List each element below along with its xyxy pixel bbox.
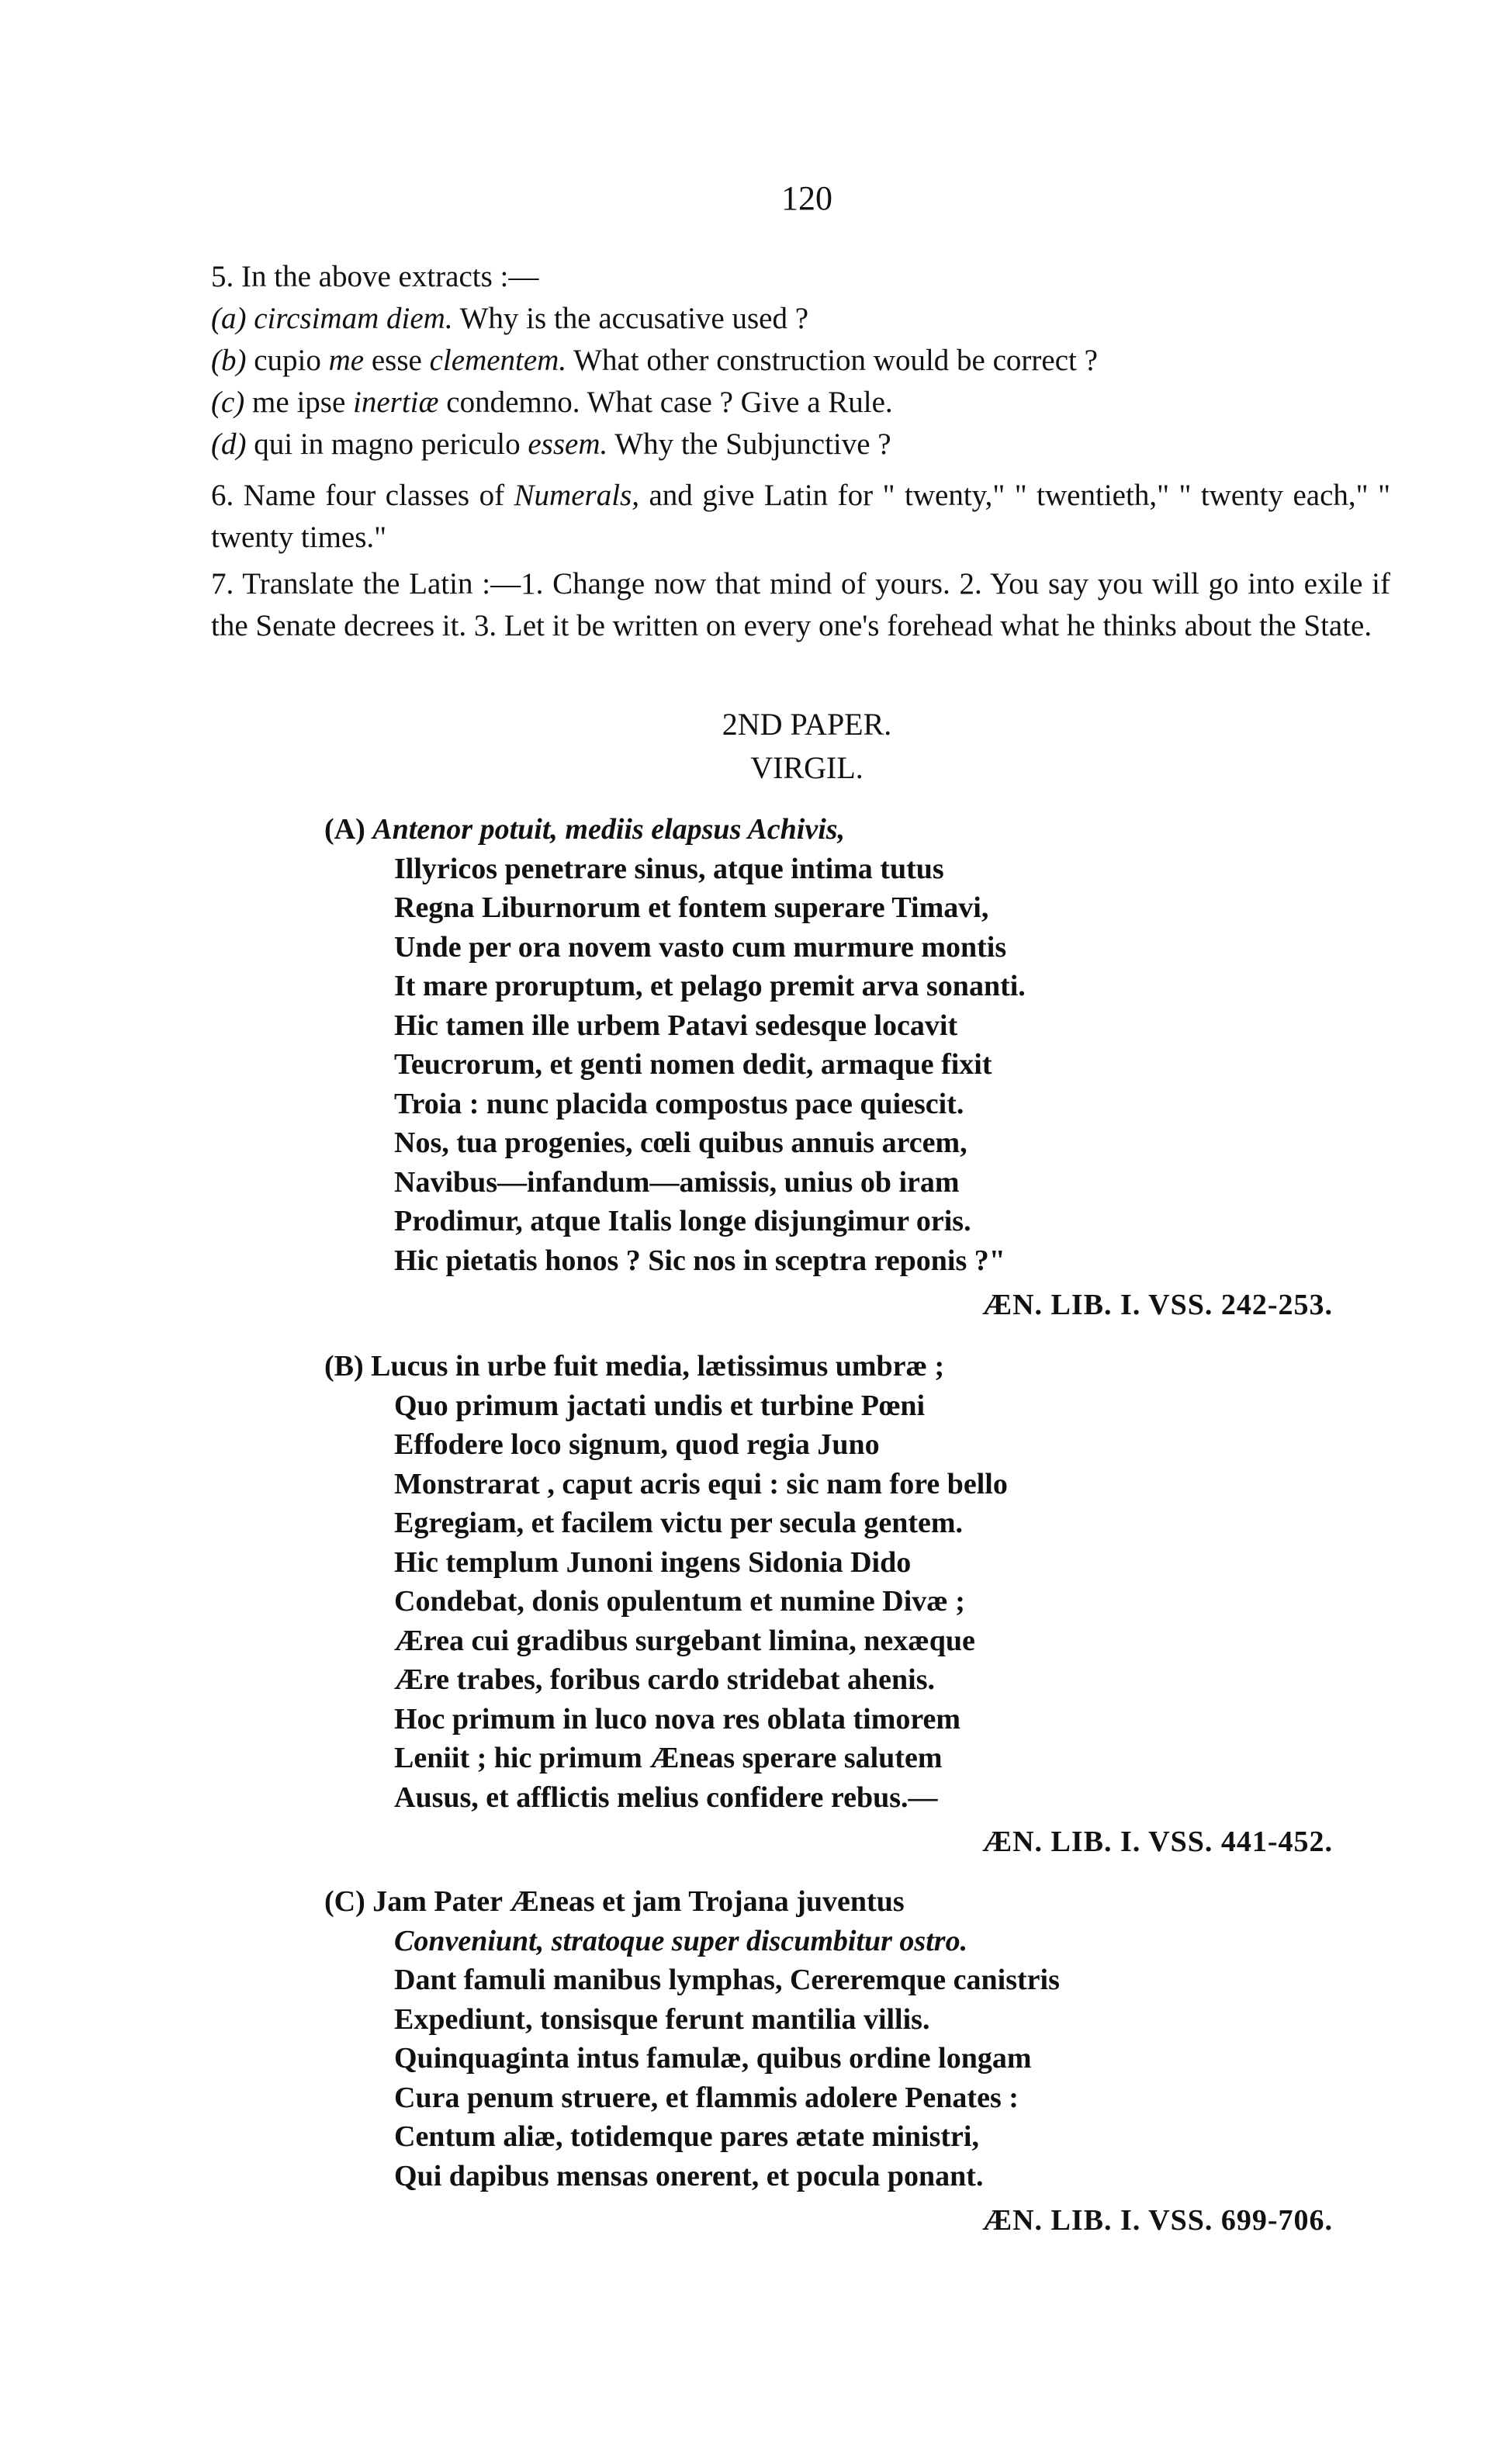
verse-line: Hic templum Junoni ingens Sidonia Dido xyxy=(394,1545,912,1579)
verse-line: Expediunt, tonsisque ferunt mantilia villis. xyxy=(394,2002,930,2036)
verse-line: Illyricos penetrare sinus, atque intima tutus xyxy=(394,852,944,885)
verse-line: Teucrorum, et genti nomen dedit, armaque fixit xyxy=(394,1048,992,1081)
verse-line: Unde per ora novem vasto cum murmure montis xyxy=(394,930,1007,964)
q5d-latin: essem. xyxy=(528,427,608,461)
passage-a-label: (A) xyxy=(324,813,365,846)
q5c-latin: inertiæ xyxy=(353,386,439,419)
question-5b xyxy=(211,340,1390,382)
q5c-text: condemno. What case ? Give a Rule. xyxy=(438,386,893,419)
q5b-mid: esse xyxy=(364,344,430,377)
verse-line: Ære trabes, foribus cardo stridebat ahenis. xyxy=(394,1663,935,1696)
passage-b xyxy=(324,1347,1372,1817)
q5b-pre: cupio xyxy=(246,344,329,377)
passage-c xyxy=(324,1882,1372,2196)
page-number: 120 xyxy=(781,179,832,217)
verse-line: Centum aliæ, totidemque pares ætate ministri, xyxy=(394,2120,979,2153)
author-heading: VIRGIL. xyxy=(750,750,864,785)
verse-line: Navibus—infandum—amissis, unius ob iram xyxy=(394,1165,960,1199)
question-5c xyxy=(211,382,1390,424)
verse-line: Prodimur, atque Italis longe disjungimur oris. xyxy=(394,1205,971,1237)
q5a-latin: circsimam diem. xyxy=(254,302,453,335)
question-7 xyxy=(211,563,1390,647)
passage-a-citation: ÆN. LIB. I. VSS. 242-253. xyxy=(982,1289,1333,1321)
passage-b-first-text: Lucus in urbe fuit media, lætissimus umbræ ; xyxy=(371,1350,945,1383)
q5d-label: (d) xyxy=(211,427,247,461)
verse-line: Nos, tua progenies, cœli quibus annuis arcem, xyxy=(394,1126,967,1159)
verse-line: Hic tamen ille urbem Patavi sedesque locavit xyxy=(394,1009,958,1042)
passage-b-citation: ÆN. LIB. I. VSS. 441-452. xyxy=(982,1826,1333,1858)
verse-line: Hic pietatis honos ? Sic nos in sceptra reponis ?" xyxy=(394,1244,1005,1277)
verse-line: Ausus, et afflictis melius confidere rebus.— xyxy=(394,1781,938,1814)
q5b-label: (b) xyxy=(211,344,247,377)
verse-line: Hoc primum in luco nova res oblata timorem xyxy=(394,1702,961,1736)
verse-line: Qui dapibus mensas onerent, et pocula ponant. xyxy=(394,2159,984,2192)
q5c-pre: me ipse xyxy=(244,386,354,419)
verse-line: It mare proruptum, et pelago premit arva sonanti. xyxy=(394,970,1026,1002)
verse-line xyxy=(324,1922,1372,1961)
verse-line: Dant famuli manibus lymphas, Cereremque canistris xyxy=(394,1964,1060,1996)
q5c-label: (c) xyxy=(211,386,245,419)
passage-c-label: (C) xyxy=(324,1885,365,1918)
question-5-head: 5. In the above extracts :— xyxy=(211,260,539,293)
verse-line: Condebat, donis opulentum et numine Divæ ; xyxy=(394,1585,965,1618)
passage-c-citation: ÆN. LIB. I. VSS. 699-706. xyxy=(982,2204,1333,2237)
q5d-pre: qui in magno periculo xyxy=(246,427,528,461)
verse-line: Ærea cui gradibus surgebant limina, nexæque xyxy=(394,1624,975,1657)
question-5 xyxy=(211,256,1390,465)
passage-c-first-line xyxy=(324,1882,1372,1922)
question-5a xyxy=(211,298,1390,340)
paper-heading: 2ND PAPER. xyxy=(722,707,892,742)
q6-post: and give Latin for " twenty," " twentieth," " twenty each," " twenty times." xyxy=(211,479,1390,554)
passage-c-second-text: Conveniunt, stratoque super discumbitur ostro. xyxy=(394,1924,968,1957)
passage-a-first-text: Antenor potuit, mediis elapsus Achivis, xyxy=(372,813,846,846)
passage-a-first-line xyxy=(324,810,1372,850)
question-6-text xyxy=(211,475,1390,559)
verse-line: Regna Liburnorum et fontem superare Timavi, xyxy=(394,891,989,924)
question-7-text: 7. Translate the Latin :—1. Change now that mind of yours. 2. You say you will go into exile if the Senate decrees it. 3. Let it be written on every one's forehead what he thinks about the State. xyxy=(211,567,1390,642)
passage-a xyxy=(324,810,1372,1280)
verse-line: Leniit ; hic primum Æneas sperare salutem xyxy=(394,1742,943,1774)
q6-pre: 6. Name four classes of xyxy=(211,479,514,512)
verse-line: Quinquaginta intus famulæ, quibus ordine longam xyxy=(394,2042,1032,2075)
verse-line: Egregiam, et facilem victu per secula gentem. xyxy=(394,1507,964,1539)
verse-line: Effodere loco signum, quod regia Juno xyxy=(394,1428,880,1461)
q5a-label: (a) xyxy=(211,302,247,335)
q5b-text: What other construction would be correct ? xyxy=(566,344,1098,377)
question-5d xyxy=(211,424,1390,465)
verse-line: Troia : nunc placida compostus pace quiescit. xyxy=(394,1087,964,1120)
q5b-latin-1: me xyxy=(328,344,365,377)
passage-c-first-text: Jam Pater Æneas et jam Trojana juventus xyxy=(372,1885,905,1918)
passage-b-label: (B) xyxy=(324,1350,364,1383)
q5b-latin-2: clementem. xyxy=(429,344,567,377)
q6-italic: Numerals, xyxy=(514,479,639,512)
verse-line: Cura penum struere, et flammis adolere Penates : xyxy=(394,2081,1019,2114)
passage-b-first-line xyxy=(324,1347,1372,1386)
q5d-text: Why the Subjunctive ? xyxy=(607,427,891,461)
verse-line: Monstrarat , caput acris equi : sic nam fore bello xyxy=(394,1467,1008,1500)
q5a-text: Why is the accusative used ? xyxy=(452,302,809,335)
question-6 xyxy=(211,475,1390,559)
verse-line: Quo primum jactati undis et turbine Pœni xyxy=(394,1389,926,1422)
